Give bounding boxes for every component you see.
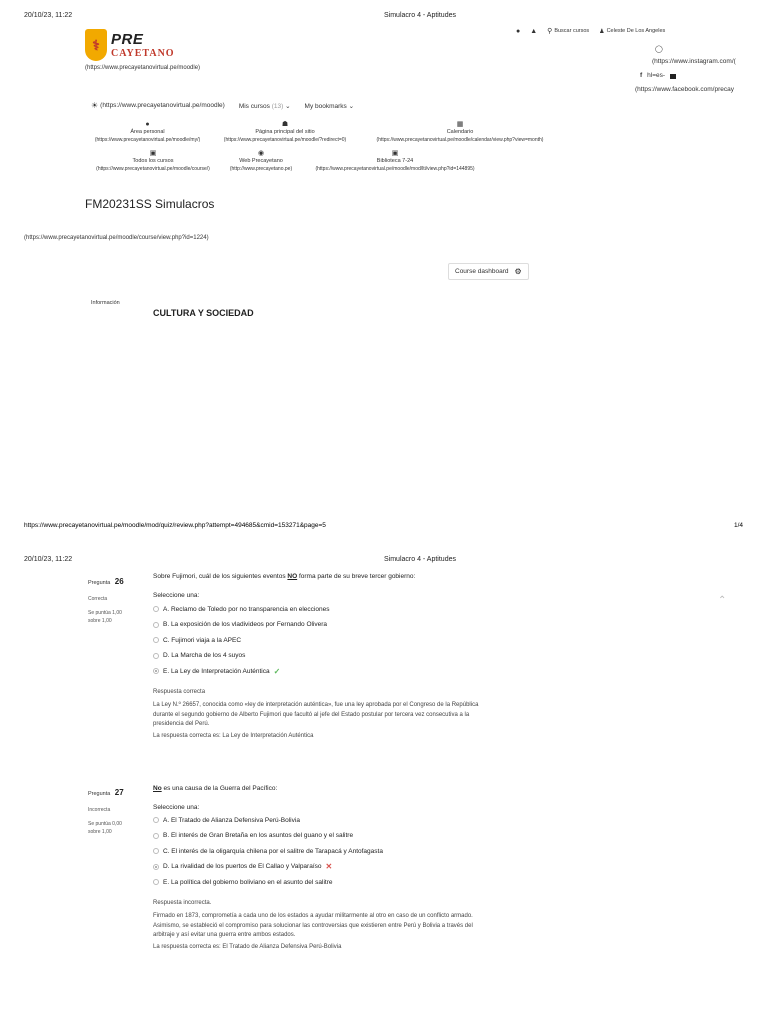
feedback-line: durante el segundo gobierno de Alberto Fujimori que facultó al jefe del Estado postular por tercera vez consecutiva a la — [153, 711, 470, 718]
answer-option[interactable] — [153, 651, 673, 661]
feedback-line: La Ley N.º 26657, conocida como «ley de interpretación auténtica», fue una ley aprobada por el Congreso de la República — [153, 702, 479, 709]
video-icon[interactable] — [670, 74, 676, 79]
print-datetime: 20/10/23, 11:22 — [24, 12, 73, 19]
radio-button[interactable] — [153, 879, 159, 885]
home-icon: ☀ — [91, 101, 99, 110]
option-label: A. Reclamo de Toledo por no transparencia en elecciones — [163, 605, 330, 613]
nav-bookmarks[interactable] — [305, 102, 355, 110]
print-title: Simulacro 4 - Aptitudes — [384, 556, 456, 563]
question-score-max: sobre 1,00 — [88, 829, 112, 835]
select-prompt: Seleccione una: — [153, 804, 200, 811]
question-content — [153, 573, 673, 741]
quicklink-label: Área personal — [130, 129, 165, 136]
quicklink-url: (https://www.precayetanovirtual.pe/moodle/mod/lti/view.php?id=144895) — [315, 165, 475, 172]
question-info — [88, 782, 148, 836]
print-datetime: 20/10/23, 11:22 — [24, 556, 73, 563]
correct-answer: La respuesta correcta es: El Tratado de Alianza Defensiva Perú-Bolivia — [153, 944, 342, 951]
answer-option[interactable] — [153, 620, 673, 630]
search-courses-link[interactable] — [547, 27, 589, 35]
course-dashboard-button[interactable] — [448, 263, 529, 280]
correct-answer: La respuesta correcta es: La Ley de Interpretación Auténtica — [153, 733, 314, 740]
site-logo[interactable] — [85, 29, 175, 61]
question-text-post: forma parte de su breve tercer gobierno: — [297, 573, 416, 580]
lang-label: hl=es- — [647, 72, 666, 79]
user-menu[interactable] — [599, 28, 665, 35]
search-icon: ⚲ — [547, 28, 553, 35]
question-text — [153, 573, 673, 580]
radio-button-selected[interactable] — [153, 864, 159, 870]
answer-option[interactable] — [153, 604, 673, 614]
answer-option-selected[interactable] — [153, 666, 673, 676]
logo-cayetano: CAYETANO — [111, 48, 175, 59]
quicklink-calendario[interactable] — [360, 120, 560, 144]
quicklink-todos-cursos[interactable] — [85, 149, 221, 173]
instagram-icon[interactable]: ◯ — [655, 46, 663, 53]
radio-button-selected[interactable] — [153, 668, 159, 674]
quicklink-url: (https://www.precayetanovirtual.pe/moodle/?redirect=0) — [223, 136, 347, 143]
question-status: Incorrecta — [88, 807, 111, 813]
quicklink-area-personal[interactable] — [85, 120, 210, 144]
home-icon: ☗ — [281, 121, 289, 128]
cross-icon: ✕ — [325, 862, 333, 871]
quicklink-url: (https://www.precayetanovirtual.pe/moodle/course/) — [96, 165, 210, 172]
question-text — [153, 785, 673, 792]
check-icon: ✓ — [273, 666, 281, 676]
select-prompt: Seleccione una: — [153, 592, 200, 599]
option-label: E. La política del gobierno boliviano en el asunto del salitre — [163, 878, 333, 886]
caduceus-icon: ⚕ — [85, 29, 107, 61]
question-content — [153, 785, 673, 952]
question-word: Pregunta — [88, 580, 111, 586]
feedback-title: Respuesta incorrecta. — [153, 900, 212, 906]
logo-pre: PRE — [111, 31, 144, 48]
feedback-line: Asimismo, se estableció el compromiso para solucionar las controversias que existieren entre Perú y Bolivia a través del — [153, 922, 473, 929]
feedback-line: arbitraje y así evitar una guerra entre ambos estados. — [153, 931, 296, 938]
option-label: B. La exposición de los vladivideos por Fernando Olivera — [163, 621, 328, 628]
course-title: FM20231SS Simulacros — [85, 197, 215, 211]
quicklink-url: (https://www.precayetanovirtual.pe/moodle/my/) — [94, 136, 201, 143]
question-text-post: es una causa de la Guerra del Pacífico: — [161, 785, 278, 792]
radio-button[interactable] — [153, 622, 159, 628]
section-title: CULTURA Y SOCIEDAD — [153, 308, 254, 318]
quicklink-pagina-principal[interactable] — [210, 120, 360, 144]
course-url[interactable]: (https://www.precayetanovirtual.pe/moodle/course/view.php?id=1224) — [24, 235, 209, 241]
answer-options — [153, 604, 673, 676]
chevron-up-icon[interactable]: ⌃ — [718, 595, 727, 606]
option-label: D. La Marcha de los 4 suyos — [163, 652, 246, 659]
answer-options — [153, 815, 673, 887]
quicklink-label: Todos los cursos — [132, 158, 174, 165]
option-label: C. El interés de la oligarquía chilena por el salitre de Tarapacá y Antofagasta — [163, 847, 383, 855]
question-number: 27 — [114, 788, 124, 797]
feedback-line: presidencia del Perú. — [153, 720, 210, 727]
social-row — [640, 72, 676, 81]
user-icon: ♟ — [599, 28, 605, 35]
radio-button[interactable] — [153, 817, 159, 823]
print-title: Simulacro 4 - Aptitudes — [384, 12, 456, 19]
facebook-link[interactable]: (https://www.facebook.com/precay — [635, 86, 734, 93]
user-name: Celeste De Los Angeles — [606, 28, 666, 34]
main-nav — [91, 101, 354, 110]
search-courses-label: Buscar cursos — [554, 28, 590, 34]
answer-option-selected[interactable] — [153, 862, 673, 872]
courses-icon: ▣ — [149, 150, 157, 157]
chat-icon[interactable]: ● — [516, 27, 521, 35]
quicklink-url: (http://www.precayetano.pe) — [229, 165, 293, 172]
quicklink-label: Web Precayetano — [239, 158, 283, 165]
bookmarks-label: My bookmarks — [304, 102, 347, 110]
question-score: Se puntúa 1,00 — [88, 610, 122, 616]
nav-mis-cursos[interactable] — [239, 102, 291, 110]
question-text-emphasis: No — [153, 785, 162, 792]
quicklink-label: Página principal del sitio — [255, 129, 315, 136]
print-footer-url: https://www.precayetanovirtual.pe/moodle/mod/quiz/review.php?attempt=494685&cmid=153271&page=5 — [24, 522, 326, 529]
chevron-down-icon: ⌄ — [285, 102, 291, 110]
instagram-link[interactable]: (https://www.instagram.com/( — [652, 58, 736, 65]
print-page-number: 1/4 — [734, 522, 744, 529]
chevron-down-icon: ⌄ — [348, 102, 355, 110]
quicklink-label: Calendario — [446, 129, 474, 136]
quicklink-url: (https://www.precayetanovirtual.pe/moodle/calendar/view.php?view=month) — [376, 136, 544, 143]
dashboard-icon: ● — [145, 121, 150, 128]
feedback-line: Firmado en 1873, comprometía a cada uno de los estados a ayudar militarmente al otro en caso de un conflicto armado. — [153, 913, 473, 920]
answer-option[interactable] — [153, 635, 673, 645]
globe-icon: ◉ — [257, 150, 265, 157]
topbar — [516, 27, 665, 35]
info-label: Información — [91, 300, 120, 306]
feedback-text — [153, 701, 673, 729]
question-status: Correcta — [88, 596, 108, 602]
radio-button[interactable] — [153, 653, 159, 659]
mis-cursos-label: Mis cursos — [238, 102, 270, 110]
question-score-max: sobre 1,00 — [88, 618, 112, 624]
radio-button[interactable] — [153, 848, 159, 854]
option-label: E. La Ley de Interpretación Auténtica — [163, 667, 270, 675]
radio-button[interactable] — [153, 637, 159, 643]
nav-home-url: (https://www.precayetanovirtual.pe/moodle) — [100, 102, 225, 109]
library-icon: ▣ — [391, 150, 399, 157]
gear-icon: ⚙ — [514, 267, 522, 276]
radio-button[interactable] — [153, 833, 159, 839]
option-label: D. La rivalidad de los puertos de El Callao y Valparaíso — [163, 863, 322, 870]
calendar-icon: ▦ — [456, 121, 464, 128]
answer-option[interactable] — [153, 846, 673, 856]
question-number: 26 — [114, 577, 124, 586]
radio-button[interactable] — [153, 606, 159, 612]
bell-icon[interactable]: ▲ — [530, 27, 538, 35]
question-score: Se puntúa 0,00 — [88, 821, 122, 827]
mis-cursos-count: (13) — [271, 102, 284, 110]
feedback-text — [153, 912, 673, 940]
quicklink-label: Biblioteca 7-24 — [376, 158, 414, 165]
question-text-emphasis: NO — [287, 573, 298, 580]
logo-url[interactable]: (https://www.precayetanovirtual.pe/moodle) — [85, 65, 201, 71]
feedback-title: Respuesta correcta — [153, 689, 206, 695]
question-info — [88, 571, 148, 625]
option-label: C. Fujimori viaja a la APEC — [163, 636, 242, 644]
answer-option[interactable] — [153, 831, 673, 841]
answer-option[interactable] — [153, 877, 673, 887]
question-text-pre: Sobre Fujimori, cuál de los siguientes eventos — [153, 573, 288, 580]
option-label: B. El interés de Gran Bretaña en los asuntos del guano y el salitre — [163, 832, 354, 839]
question-word: Pregunta — [88, 791, 111, 797]
quicklink-biblioteca[interactable] — [300, 149, 490, 173]
answer-option[interactable] — [153, 815, 673, 825]
facebook-icon[interactable]: f — [640, 72, 643, 79]
option-label: A. El Tratado de Alianza Defensiva Perú-Bolivia — [163, 816, 300, 824]
quicklink-web-precayetano[interactable] — [222, 149, 300, 173]
nav-home[interactable] — [91, 101, 225, 110]
course-dashboard-label: Course dashboard — [455, 268, 509, 275]
